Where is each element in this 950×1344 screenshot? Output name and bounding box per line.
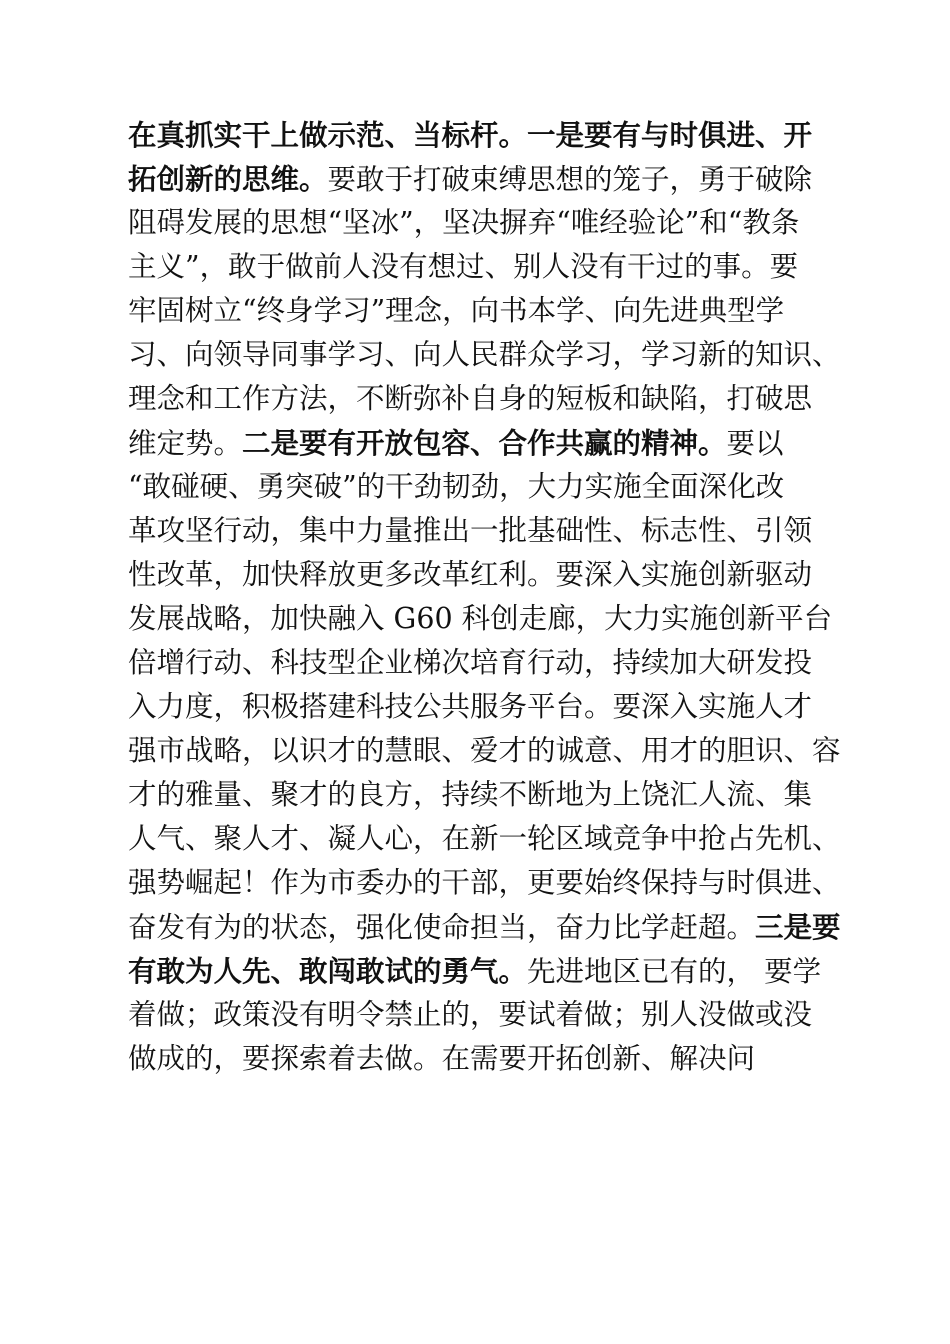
text-line (128, 421, 848, 465)
bold-text-run: 拓创新的思维。 (128, 162, 328, 196)
text-line (128, 289, 848, 333)
text-run: 强势崛起！作为市委办的干部，更要始终保持与时俱进、 (128, 866, 841, 899)
body-text (128, 113, 848, 1081)
text-run: 习、向领导同事学习、向人民群众学习，学习新的知识、 (128, 338, 841, 371)
text-run: 要敢于打破束缚思想的笼子，勇于破除 (327, 163, 813, 196)
text-line (128, 861, 848, 905)
text-run: 做成的，要探索着去做。在需要开拓创新、解决问 (128, 1042, 756, 1075)
text-run: 倍增行动、科技型企业梯次培育行动，持续加大研发投 (128, 646, 813, 679)
text-run: 先进地区已有的， 要学 (527, 955, 822, 988)
bold-text-run: 三是要 (755, 910, 841, 944)
text-line (128, 201, 848, 245)
text-run: 发展战略，加快融入 G60 科创走廊，大力实施创新平台 (128, 602, 833, 635)
text-run: 强市战略，以识才的慧眼、爱才的诚意、用才的胆识、容 (128, 734, 841, 767)
text-run: 理念和工作方法，不断弥补自身的短板和缺陷，打破思 (128, 382, 813, 415)
text-line (128, 685, 848, 729)
text-line (128, 729, 848, 773)
text-line (128, 1037, 848, 1081)
text-run: 性改革，加快释放更多改革红利。要深入实施创新驱动 (128, 558, 813, 591)
text-run: 阻碍发展的思想“坚冰”，坚决摒弃“唯经验论”和“教条 (128, 206, 800, 239)
text-run: 人气、聚人才、凝人心，在新一轮区域竞争中抢占先机、 (128, 822, 841, 855)
bold-text-run: 在真抓实干上做示范、当标杆。 (128, 118, 528, 152)
text-run: 着做；政策没有明令禁止的，要试着做；别人没做或没 (128, 998, 813, 1031)
text-run: 才的雅量、聚才的良方，持续不断地为上饶汇人流、集 (128, 778, 813, 811)
text-line (128, 333, 848, 377)
text-run: 维定势。 (128, 427, 243, 460)
text-line (128, 597, 848, 641)
text-run: 主义”，敢于做前人没有想过、别人没有干过的事。要 (128, 250, 799, 283)
text-run: 奋发有为的状态，强化使命担当，奋力比学赶超。 (128, 911, 756, 944)
text-run: 革攻坚行动，集中力量推出一批基础性、标志性、引领 (128, 514, 813, 547)
bold-text-run: 二是要有开放包容、合作共赢的精神。 (242, 426, 727, 460)
text-run: 入力度，积极搭建科技公共服务平台。要深入实施人才 (128, 690, 813, 723)
bold-text-run: 有敢为人先、敢闯敢试的勇气。 (128, 954, 528, 988)
text-line (128, 641, 848, 685)
text-line (128, 509, 848, 553)
text-line (128, 553, 848, 597)
text-line (128, 245, 848, 289)
text-line (128, 157, 848, 201)
text-line (128, 377, 848, 421)
text-line (128, 465, 848, 509)
text-line (128, 949, 848, 993)
text-run: “敢碰硬、勇突破”的干劲韧劲，大力实施全面深化改 (128, 470, 785, 503)
text-line (128, 905, 848, 949)
text-line (128, 113, 848, 157)
bold-text-run: 一是要有与时俱进、开 (527, 118, 813, 152)
text-line (128, 773, 848, 817)
text-run: 要以 (726, 427, 784, 460)
text-line (128, 993, 848, 1037)
text-run: 牢固树立“终身学习”理念，向书本学、向先进典型学 (128, 294, 785, 327)
text-line (128, 817, 848, 861)
